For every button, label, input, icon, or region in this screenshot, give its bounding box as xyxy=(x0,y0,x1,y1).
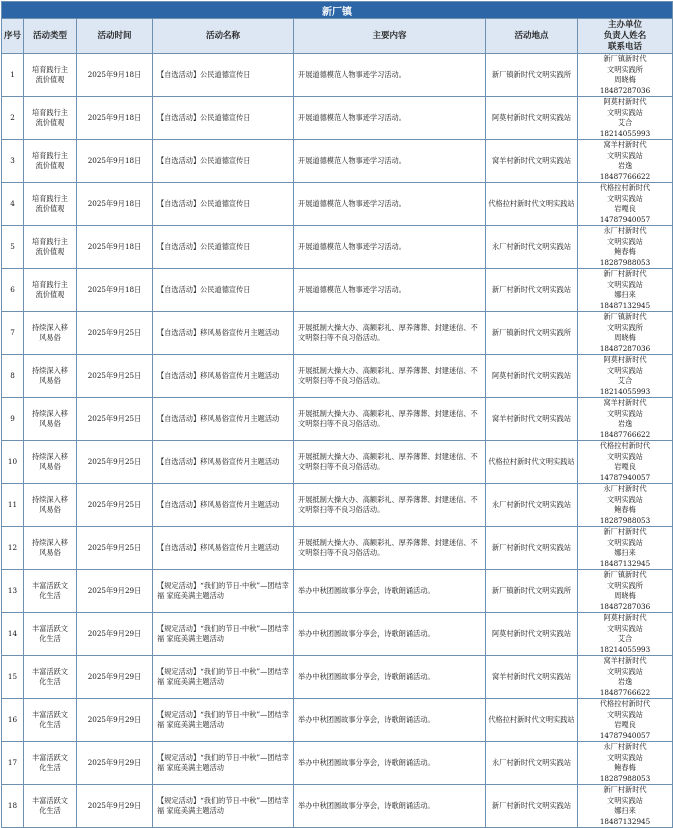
organizer-phone: 14787940057 xyxy=(599,472,651,482)
table-row xyxy=(2,441,673,484)
cell-place: 新厂村新时代文明实践站 xyxy=(486,785,578,828)
cell-place: 新厂镇新时代文明实践所 xyxy=(486,312,578,355)
cell-name: 【规定活动】“我们的节日·中秋”—团结幸福 家庭美满主题活动 xyxy=(153,570,294,613)
cell-type: 培育践行主流价值观 xyxy=(24,54,77,97)
cell-seq: 15 xyxy=(2,656,24,699)
cell-place: 阿莫村新时代文明实践站 xyxy=(486,613,578,656)
cell-content: 举办中秋团圆故事分享会，诗歌朗诵活动。 xyxy=(294,656,486,699)
organizer-person: 艾合 xyxy=(617,376,633,385)
cell-type: 持续深入移风易俗 xyxy=(24,527,77,570)
cell-type: 培育践行主流价值观 xyxy=(24,97,77,140)
cell-place: 窝羊村新时代文明实践站 xyxy=(486,656,578,699)
table-row xyxy=(2,398,673,441)
table-row xyxy=(2,613,673,656)
cell-content: 开展道德模范人物事迹学习活动。 xyxy=(294,183,486,226)
cell-content: 开展道德模范人物事迹学习活动。 xyxy=(294,140,486,183)
table-row xyxy=(2,656,673,699)
organizer-unit-line2: 文明实践站 xyxy=(607,666,643,676)
organizer-unit-line2: 文明实践站 xyxy=(607,408,643,418)
organizer-phone: 18214055993 xyxy=(599,128,651,138)
organizer-person: 岩嘎良 xyxy=(614,462,636,471)
organizer-unit-line1: 新厂村新时代 xyxy=(603,527,647,536)
organizer-unit-line1: 窝羊村新时代 xyxy=(603,398,647,407)
cell-time: 2025年9月25日 xyxy=(77,312,153,355)
cell-name: 【自选活动】移风易俗宣传月主题活动 xyxy=(153,398,294,441)
cell-organizer xyxy=(578,484,673,527)
cell-organizer xyxy=(578,398,673,441)
organizer-phone: 18487766622 xyxy=(599,429,651,439)
table-body xyxy=(2,54,673,828)
table-row xyxy=(2,742,673,785)
cell-organizer xyxy=(578,183,673,226)
cell-seq: 10 xyxy=(2,441,24,484)
header-row xyxy=(2,19,673,54)
table-row xyxy=(2,226,673,269)
organizer-phone: 18487766622 xyxy=(599,171,651,181)
cell-place: 阿莫村新时代文明实践站 xyxy=(486,355,578,398)
cell-seq: 1 xyxy=(2,54,24,97)
cell-organizer xyxy=(578,269,673,312)
organizer-unit-line1: 永厂村新时代 xyxy=(603,226,647,235)
organizer-person: 岩逸 xyxy=(617,419,633,428)
cell-seq: 3 xyxy=(2,140,24,183)
cell-name: 【自选活动】移风易俗宣传月主题活动 xyxy=(153,484,294,527)
cell-place: 窝羊村新时代文明实践站 xyxy=(486,398,578,441)
organizer-unit-line1: 阿莫村新时代 xyxy=(603,97,647,106)
table-row xyxy=(2,140,673,183)
cell-content: 举办中秋团圆故事分享会，诗歌朗诵活动。 xyxy=(294,785,486,828)
organizer-person: 岩逸 xyxy=(617,161,633,170)
cell-type: 持续深入移风易俗 xyxy=(24,441,77,484)
cell-organizer xyxy=(578,355,673,398)
header-time: 活动时间 xyxy=(77,19,153,54)
cell-type: 丰富活跃文化生活 xyxy=(24,699,77,742)
organizer-unit-line1: 代格拉村新时代 xyxy=(599,441,651,450)
cell-seq: 17 xyxy=(2,742,24,785)
cell-organizer xyxy=(578,785,673,828)
table-row xyxy=(2,527,673,570)
cell-type: 丰富活跃文化生活 xyxy=(24,785,77,828)
cell-content: 举办中秋团圆故事分享会，诗歌朗诵活动。 xyxy=(294,570,486,613)
cell-content: 开展道德模范人物事迹学习活动。 xyxy=(294,97,486,140)
organizer-person: 艾合 xyxy=(617,118,633,127)
table-row xyxy=(2,183,673,226)
organizer-phone: 18487132945 xyxy=(599,300,651,310)
cell-organizer xyxy=(578,97,673,140)
cell-type: 培育践行主流价值观 xyxy=(24,269,77,312)
cell-content: 举办中秋团圆故事分享会，诗歌朗诵活动。 xyxy=(294,613,486,656)
cell-time: 2025年9月25日 xyxy=(77,484,153,527)
cell-type: 持续深入移风易俗 xyxy=(24,312,77,355)
cell-name: 【自选活动】移风易俗宣传月主题活动 xyxy=(153,312,294,355)
header-name: 活动名称 xyxy=(153,19,294,54)
table-row xyxy=(2,269,673,312)
cell-content: 开展抵制大操大办、高额彩礼、厚养薄葬、封建迷信、不文明祭扫等不良习俗活动。 xyxy=(294,527,486,570)
cell-type: 丰富活跃文化生活 xyxy=(24,613,77,656)
cell-content: 开展抵制大操大办、高额彩礼、厚养薄葬、封建迷信、不文明祭扫等不良习俗活动。 xyxy=(294,484,486,527)
title-row xyxy=(2,2,673,19)
organizer-phone: 18287988053 xyxy=(599,773,651,783)
cell-time: 2025年9月25日 xyxy=(77,527,153,570)
organizer-unit-line1: 阿莫村新时代 xyxy=(603,613,647,622)
cell-seq: 16 xyxy=(2,699,24,742)
cell-place: 新厂镇新时代文明实践所 xyxy=(486,570,578,613)
cell-place: 阿莫村新时代文明实践站 xyxy=(486,97,578,140)
cell-seq: 14 xyxy=(2,613,24,656)
organizer-person: 娜扫来 xyxy=(614,548,636,557)
cell-organizer xyxy=(578,312,673,355)
cell-organizer xyxy=(578,441,673,484)
cell-seq: 12 xyxy=(2,527,24,570)
cell-name: 【规定活动】“我们的节日·中秋”—团结幸福 家庭美满主题活动 xyxy=(153,613,294,656)
cell-organizer xyxy=(578,699,673,742)
header-org-line1: 主办单位 xyxy=(608,19,643,30)
cell-type: 持续深入移风易俗 xyxy=(24,484,77,527)
organizer-unit-line2: 文明实践所 xyxy=(607,64,643,74)
cell-content: 开展道德模范人物事迹学习活动。 xyxy=(294,226,486,269)
header-type: 活动类型 xyxy=(24,19,77,54)
cell-content: 开展抵制大操大办、高额彩礼、厚养薄葬、封建迷信、不文明祭扫等不良习俗活动。 xyxy=(294,355,486,398)
organizer-unit-line1: 永厂村新时代 xyxy=(603,484,647,493)
cell-content: 开展抵制大操大办、高额彩礼、厚养薄葬、封建迷信、不文明祭扫等不良习俗活动。 xyxy=(294,441,486,484)
cell-place: 代格拉村新时代文明实践站 xyxy=(486,183,578,226)
cell-organizer xyxy=(578,226,673,269)
table-title: 新厂镇 xyxy=(2,2,673,19)
cell-seq: 7 xyxy=(2,312,24,355)
organizer-unit-line2: 文明实践站 xyxy=(607,150,643,160)
cell-place: 永厂村新时代文明实践站 xyxy=(486,484,578,527)
organizer-person: 周晓梅 xyxy=(614,333,636,342)
organizer-unit-line2: 文明实践站 xyxy=(607,795,643,805)
activity-table xyxy=(1,1,673,828)
cell-place: 代格拉村新时代文明实践站 xyxy=(486,699,578,742)
cell-place: 永厂村新时代文明实践站 xyxy=(486,226,578,269)
organizer-unit-line2: 文明实践站 xyxy=(607,752,643,762)
organizer-phone: 18287988053 xyxy=(599,257,651,267)
cell-type: 丰富活跃文化生活 xyxy=(24,742,77,785)
organizer-phone: 18287988053 xyxy=(599,515,651,525)
cell-name: 【自选活动】公民道德宣传日 xyxy=(153,269,294,312)
organizer-unit-line2: 文明实践站 xyxy=(607,365,643,375)
organizer-unit-line1: 新厂镇新时代 xyxy=(603,570,647,579)
cell-name: 【自选活动】公民道德宣传日 xyxy=(153,54,294,97)
cell-seq: 4 xyxy=(2,183,24,226)
header-org-line2: 负责人姓名 xyxy=(603,30,647,41)
organizer-unit-line1: 窝羊村新时代 xyxy=(603,140,647,149)
cell-name: 【自选活动】公民道德宣传日 xyxy=(153,97,294,140)
organizer-person: 鲍春梅 xyxy=(614,763,636,772)
cell-time: 2025年9月25日 xyxy=(77,398,153,441)
cell-seq: 18 xyxy=(2,785,24,828)
organizer-unit-line1: 新厂村新时代 xyxy=(603,269,647,278)
table-row xyxy=(2,699,673,742)
cell-place: 新厂村新时代文明实践站 xyxy=(486,269,578,312)
cell-name: 【规定活动】“我们的节日·中秋”—团结幸福 家庭美满主题活动 xyxy=(153,785,294,828)
organizer-phone: 18487287036 xyxy=(599,85,651,95)
cell-name: 【自选活动】移风易俗宣传月主题活动 xyxy=(153,355,294,398)
table-row xyxy=(2,785,673,828)
table-row xyxy=(2,355,673,398)
organizer-phone: 18214055993 xyxy=(599,644,651,654)
cell-name: 【规定活动】“我们的节日·中秋”—团结幸福 家庭美满主题活动 xyxy=(153,699,294,742)
organizer-person: 岩嘎良 xyxy=(614,204,636,213)
cell-content: 开展抵制大操大办、高额彩礼、厚养薄葬、封建迷信、不文明祭扫等不良习俗活动。 xyxy=(294,312,486,355)
cell-content: 举办中秋团圆故事分享会，诗歌朗诵活动。 xyxy=(294,742,486,785)
cell-name: 【自选活动】移风易俗宣传月主题活动 xyxy=(153,441,294,484)
table-row xyxy=(2,484,673,527)
organizer-unit-line1: 代格拉村新时代 xyxy=(599,699,651,708)
organizer-phone: 18487132945 xyxy=(599,558,651,568)
cell-seq: 9 xyxy=(2,398,24,441)
cell-organizer xyxy=(578,613,673,656)
cell-seq: 6 xyxy=(2,269,24,312)
organizer-unit-line2: 文明实践站 xyxy=(607,236,643,246)
table-row xyxy=(2,570,673,613)
cell-organizer xyxy=(578,54,673,97)
organizer-unit-line2: 文明实践站 xyxy=(607,537,643,547)
organizer-unit-line2: 文明实践站 xyxy=(607,193,643,203)
cell-type: 培育践行主流价值观 xyxy=(24,140,77,183)
organizer-person: 周晓梅 xyxy=(614,591,636,600)
organizer-unit-line1: 新厂村新时代 xyxy=(603,785,647,794)
schedule-document xyxy=(1,1,672,826)
organizer-phone: 14787940057 xyxy=(599,730,651,740)
cell-seq: 2 xyxy=(2,97,24,140)
organizer-unit-line1: 窝羊村新时代 xyxy=(603,656,647,665)
organizer-person: 娜扫来 xyxy=(614,806,636,815)
cell-place: 窝羊村新时代文明实践站 xyxy=(486,140,578,183)
cell-time: 2025年9月18日 xyxy=(77,54,153,97)
organizer-unit-line2: 文明实践所 xyxy=(607,580,643,590)
organizer-phone: 18487766622 xyxy=(599,687,651,697)
cell-time: 2025年9月29日 xyxy=(77,699,153,742)
cell-content: 开展抵制大操大办、高额彩礼、厚养薄葬、封建迷信、不文明祭扫等不良习俗活动。 xyxy=(294,398,486,441)
cell-organizer xyxy=(578,527,673,570)
cell-place: 新厂镇新时代文明实践所 xyxy=(486,54,578,97)
table-row xyxy=(2,97,673,140)
cell-time: 2025年9月29日 xyxy=(77,785,153,828)
header-content: 主要内容 xyxy=(294,19,486,54)
cell-place: 代格拉村新时代文明实践站 xyxy=(486,441,578,484)
cell-type: 丰富活跃文化生活 xyxy=(24,656,77,699)
organizer-person: 岩逸 xyxy=(617,677,633,686)
organizer-unit-line2: 文明实践站 xyxy=(607,623,643,633)
cell-name: 【自选活动】公民道德宣传日 xyxy=(153,226,294,269)
cell-content: 开展道德模范人物事迹学习活动。 xyxy=(294,54,486,97)
organizer-phone: 14787940057 xyxy=(599,214,651,224)
organizer-unit-line1: 阿莫村新时代 xyxy=(603,355,647,364)
cell-content: 举办中秋团圆故事分享会，诗歌朗诵活动。 xyxy=(294,699,486,742)
header-organizer xyxy=(578,19,673,54)
cell-type: 培育践行主流价值观 xyxy=(24,226,77,269)
organizer-unit-line2: 文明实践站 xyxy=(607,279,643,289)
cell-content: 开展道德模范人物事迹学习活动。 xyxy=(294,269,486,312)
cell-time: 2025年9月25日 xyxy=(77,441,153,484)
cell-type: 持续深入移风易俗 xyxy=(24,398,77,441)
cell-time: 2025年9月25日 xyxy=(77,355,153,398)
organizer-person: 鲍春梅 xyxy=(614,505,636,514)
cell-name: 【自选活动】移风易俗宣传月主题活动 xyxy=(153,527,294,570)
cell-name: 【规定活动】“我们的节日·中秋”—团结幸福 家庭美满主题活动 xyxy=(153,656,294,699)
header-org-line3: 联系电话 xyxy=(608,41,643,52)
organizer-unit-line1: 新厂镇新时代 xyxy=(603,54,647,63)
cell-type: 培育践行主流价值观 xyxy=(24,183,77,226)
cell-seq: 13 xyxy=(2,570,24,613)
cell-seq: 5 xyxy=(2,226,24,269)
cell-seq: 11 xyxy=(2,484,24,527)
organizer-person: 娜扫来 xyxy=(614,290,636,299)
cell-organizer xyxy=(578,742,673,785)
cell-place: 新厂村新时代文明实践站 xyxy=(486,527,578,570)
cell-organizer xyxy=(578,570,673,613)
cell-organizer xyxy=(578,140,673,183)
cell-time: 2025年9月29日 xyxy=(77,656,153,699)
organizer-unit-line2: 文明实践站 xyxy=(607,451,643,461)
organizer-unit-line2: 文明实践站 xyxy=(607,107,643,117)
organizer-phone: 18487287036 xyxy=(599,343,651,353)
cell-time: 2025年9月29日 xyxy=(77,613,153,656)
organizer-unit-line2: 文明实践站 xyxy=(607,494,643,504)
organizer-person: 岩嘎良 xyxy=(614,720,636,729)
table-row xyxy=(2,54,673,97)
organizer-phone: 18487132945 xyxy=(599,816,651,826)
cell-time: 2025年9月18日 xyxy=(77,269,153,312)
cell-seq: 8 xyxy=(2,355,24,398)
header-place: 活动地点 xyxy=(486,19,578,54)
cell-place: 永厂村新时代文明实践站 xyxy=(486,742,578,785)
cell-type: 持续深入移风易俗 xyxy=(24,355,77,398)
cell-time: 2025年9月18日 xyxy=(77,97,153,140)
cell-time: 2025年9月18日 xyxy=(77,140,153,183)
organizer-person: 艾合 xyxy=(617,634,633,643)
cell-organizer xyxy=(578,656,673,699)
organizer-unit-line1: 永厂村新时代 xyxy=(603,742,647,751)
header-seq: 序号 xyxy=(2,19,24,54)
organizer-phone: 18214055993 xyxy=(599,386,651,396)
organizer-unit-line2: 文明实践站 xyxy=(607,709,643,719)
organizer-unit-line2: 文明实践所 xyxy=(607,322,643,332)
organizer-person: 鲍春梅 xyxy=(614,247,636,256)
table-row xyxy=(2,312,673,355)
cell-time: 2025年9月18日 xyxy=(77,183,153,226)
cell-name: 【自选活动】公民道德宣传日 xyxy=(153,183,294,226)
organizer-person: 周晓梅 xyxy=(614,75,636,84)
organizer-unit-line1: 新厂镇新时代 xyxy=(603,312,647,321)
cell-time: 2025年9月29日 xyxy=(77,742,153,785)
cell-name: 【规定活动】“我们的节日·中秋”—团结幸福 家庭美满主题活动 xyxy=(153,742,294,785)
cell-name: 【自选活动】公民道德宣传日 xyxy=(153,140,294,183)
cell-time: 2025年9月18日 xyxy=(77,226,153,269)
cell-time: 2025年9月29日 xyxy=(77,570,153,613)
organizer-unit-line1: 代格拉村新时代 xyxy=(599,183,651,192)
cell-type: 丰富活跃文化生活 xyxy=(24,570,77,613)
organizer-phone: 18487287036 xyxy=(599,601,651,611)
